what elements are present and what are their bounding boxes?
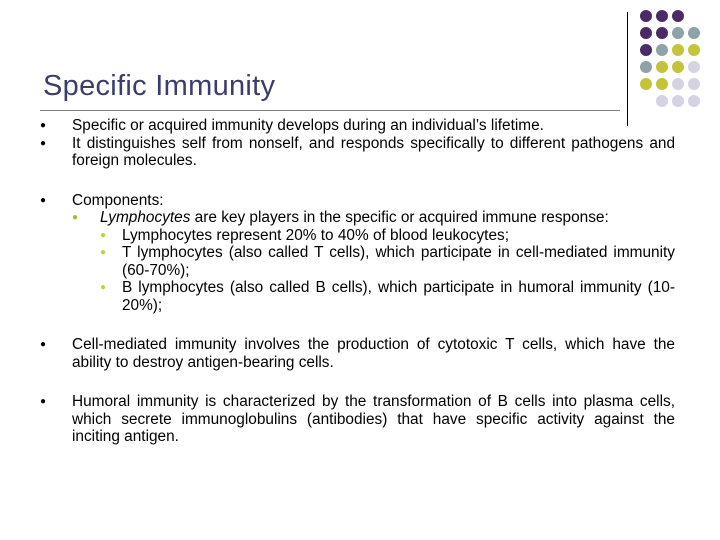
decorative-dot <box>656 10 668 22</box>
decorative-dot <box>640 44 652 56</box>
bullet-item <box>40 135 675 170</box>
bullet-icon <box>40 393 46 411</box>
bullet-icon <box>72 209 78 227</box>
decorative-dot <box>688 78 700 90</box>
cell-mediated-item <box>40 336 675 371</box>
detail-item <box>100 244 675 279</box>
bullet-icon <box>40 192 46 210</box>
cell-mediated-text: Cell-mediated immunity involves the production of cytotoxic T cells, which have the ability to destroy antigen-bearing cells. <box>72 336 675 371</box>
decorative-dot <box>688 44 700 56</box>
decorative-dot <box>640 10 652 22</box>
bullet-item <box>40 117 675 135</box>
lymphocytes-term: Lymphocytes <box>100 209 191 226</box>
components-label: Components: <box>72 191 164 209</box>
bullet-icon <box>40 117 46 135</box>
humoral-text: Humoral immunity is characterized by the transformation of B cells into plasma cells, which secrete immunoglobulins (antibodies) that have specific activity against the inciting antigen. <box>72 393 675 445</box>
decorative-dot <box>640 78 652 90</box>
detail-item <box>100 227 675 245</box>
humoral-item <box>40 393 675 446</box>
title-divider <box>40 110 620 111</box>
decorative-dot <box>672 95 684 107</box>
decorative-dot <box>640 61 652 73</box>
decorative-dot <box>688 27 700 39</box>
bullet-text: It distinguishes self from nonself, and responds specifically to different pathogens and foreign molecules. <box>72 134 675 169</box>
bullet-icon <box>100 279 106 297</box>
decorative-dot <box>672 61 684 73</box>
slide-content <box>40 117 675 446</box>
lymphocytes-item <box>72 209 675 314</box>
decorative-dot <box>656 44 668 56</box>
decorative-dot <box>672 44 684 56</box>
bullet-icon <box>40 336 46 354</box>
bullet-icon <box>100 227 106 245</box>
decorative-dot <box>656 27 668 39</box>
lymphocytes-text: are key players in the specific or acquired immune response: <box>190 209 609 226</box>
detail-text: T lymphocytes (also called T cells), which participate in cell-mediated immunity (60-70%); <box>122 244 675 279</box>
decorative-dot <box>656 95 668 107</box>
decorative-dot <box>656 78 668 90</box>
detail-text: B lymphocytes (also called B cells), which participate in humoral immunity (10-20%); <box>122 279 675 314</box>
decorative-dot-grid <box>640 10 720 120</box>
decorative-dot <box>640 27 652 39</box>
components-item <box>40 192 675 315</box>
decorative-dot <box>672 27 684 39</box>
decorative-dot <box>656 61 668 73</box>
slide-title: Specific Immunity <box>43 70 276 102</box>
detail-item <box>100 279 675 314</box>
bullet-icon <box>100 244 106 262</box>
decorative-dot <box>688 61 700 73</box>
decorative-dot <box>688 95 700 107</box>
bullet-icon <box>40 135 46 153</box>
detail-text: Lymphocytes represent 20% to 40% of blood leukocytes; <box>122 226 509 244</box>
decorative-vertical-line <box>627 12 628 126</box>
decorative-dot <box>672 10 684 22</box>
bullet-text: Specific or acquired immunity develops during an individual’s lifetime. <box>72 117 544 134</box>
decorative-dot <box>672 78 684 90</box>
